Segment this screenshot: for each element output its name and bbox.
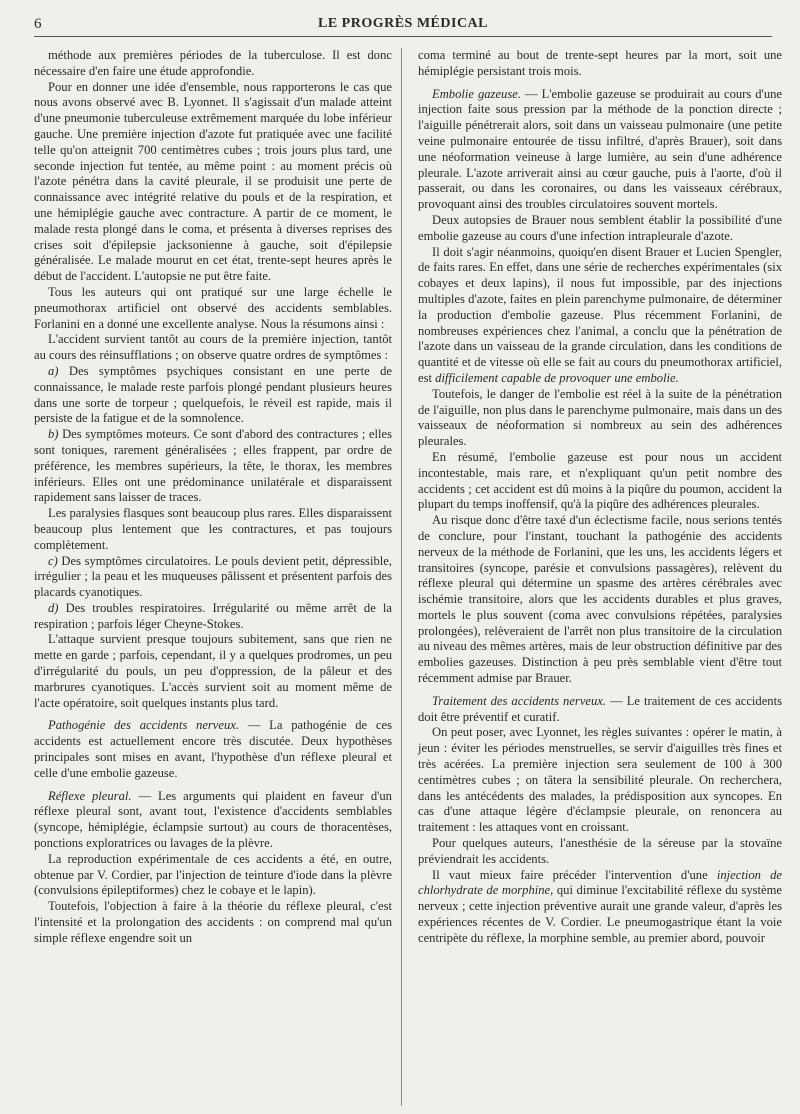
paragraph (418, 868, 782, 947)
running-title: LE PROGRÈS MÉDICAL (317, 16, 489, 31)
paragraph (418, 87, 782, 213)
paragraph-text: Des symptômes psychiques consistant en une perte de connaissance, le malade reste parfois plongé pendant plusieurs heures dans une sorte de torpeur ; quelquefois, le réveil est rapide, mais il persiste de la fatigue et de la somnolence. (34, 363, 392, 426)
paragraph (34, 632, 392, 711)
paragraph (418, 694, 782, 726)
section-heading: Embolie gazeuse. (432, 86, 521, 101)
section-heading: Pathogénie des accidents nerveux. (48, 718, 240, 733)
paragraph (34, 506, 392, 553)
paragraph (418, 48, 782, 80)
paragraph (34, 48, 392, 80)
paragraph-text: La reproduction expérimentale de ces accidents a été, en outre, obtenue par V. Cordier, par l'injection de teinture d'iode dans la plèvre (convulsions épileptiformes) chez le cobaye et le lapin). (34, 851, 392, 898)
paragraph-text: Deux autopsies de Brauer nous semblent établir la possibilité d'une embolie gazeuse au cours d'une infection intrapleurale d'azote. (418, 212, 782, 243)
page-header (34, 14, 772, 37)
left-column (34, 48, 392, 947)
paragraph-text: Il doit s'agir néanmoins, quoiqu'en disent Brauer et Lucien Spengler, de faits rares. En effet, dans une série de recherches expérimentales (six cobayes et deux lapins), il nous fut impossible, par des injections multiples d'azote, faites en plein parenchyme pulmonaire, de déterminer la production d'embolie gazeuse. Plus récemment Forlanini, de nombreuses expériences chez l'animal, a conclu que la pénétration de l'azote dans un vaisseau de la grande circulation, dans les conditions de quantité et de vitesse où elle se fait au cours du pneumothorax artificiel, est (418, 244, 782, 385)
paragraph (34, 554, 392, 601)
paragraph (34, 601, 392, 633)
paragraph (418, 513, 782, 687)
item-letter: c) (48, 553, 58, 568)
paragraph (34, 718, 392, 781)
paragraph-text: coma terminé au bout de trente-sept heures par la mort, soit une hémiplégie persistant trois mois. (418, 48, 782, 78)
paragraph (418, 387, 782, 450)
paragraph-text: — L'embolie gazeuse se produirait au cours d'une injection faite sous pression par la méthode de la ponction directe ; l'aiguille pénétrerait alors, soit dans un vaisseau pulmonaire (une petite veine pulmonaire entourée de tissu infiltré, d'après Brauer), soit dans une néoformation veineuse à large lumière, au sein d'une adhérence pleurale. L'azote arriverait ainsi au cœur gauche, puis à l'aorte, d'où il passerait, ou dans les coronaires, ou dans les vaisseaux cérébraux, provoquant ainsi des troubles circulatoires souvent mortels. (418, 86, 783, 212)
paragraph (34, 332, 392, 364)
column-divider (401, 48, 402, 1106)
paragraph-text: Les paralysies flasques sont beaucoup plus rares. Elles disparaissent beaucoup plus lentement que les contractures, et pas toujours complètement. (34, 506, 392, 552)
item-letter: a) (48, 363, 59, 378)
emphasis: injection de chlorhydrate de morphine, (418, 867, 783, 898)
paragraph (34, 80, 392, 285)
paragraph-text: En résumé, l'embolie gazeuse est pour nous un accident incontestable, mais rare, et n'expliquant qu'un petit nombre des accidents ; cet accident est dû moins à la piqûre du poumon, accident la plupart du temps inoffensif, qu'à la piqûre des adhérences pleurales. (418, 449, 782, 512)
item-letter: d) (48, 600, 59, 615)
paragraph-text: L'attaque survient presque toujours subitement, sans que rien ne mette en garde ; parfois, cependant, il y a quelques prodromes, un peu d'irrégularité du pouls, un peu d'oppression, de la pâleur et des marbrures cyanotiques. L'accès survient soit au moment même de l'acte opératoire, soit quelques instants plus tard. (34, 632, 392, 710)
page-number: 6 (34, 16, 42, 32)
paragraph (34, 364, 392, 427)
paragraph-text: Pour quelques auteurs, l'anesthésie de la séreuse par la stovaïne préviendrait les accidents. (418, 836, 782, 866)
paragraph (418, 245, 782, 387)
paragraph-text: — Le traitement de ces accidents doit être préventif et curatif. (418, 693, 782, 724)
paragraph-text: qui diminue l'excitabilité réflexe du système nerveux ; cette injection préventive aurait une grande valeur, d'après les expériences récentes de V. Cordier. Le pneumogastrique étant la voie centripète du réflexe, la morphine semble, au premier abord, pouvoir (418, 883, 782, 945)
paragraph (34, 427, 392, 506)
paragraph-text: Des symptômes circulatoires. Le pouls devient petit, dépressible, irrégulier ; la peau et les muqueuses pâlissent et présentent parfois des placards cyanotiques. (34, 553, 392, 600)
paragraph-text: Des symptômes moteurs. Ce sont d'abord des contractures ; elles sont toniques, rarement généralisées ; elles frappent, par ordre de préférence, les membres supérieurs, la tête, le thorax, les membres inférieurs. Elles ont une prédominance unilatérale et disparaissent rapidement sans laisser de traces. (34, 427, 393, 505)
section-heading: Réflexe pleural. (48, 788, 132, 803)
paragraph (418, 836, 782, 868)
paragraph (418, 725, 782, 836)
paragraph-text: Tous les auteurs qui ont pratiqué sur une large échelle le pneumothorax artificiel ont observé des accidents semblables. Forlanini en a donné une excellente analyse. Nous la résumons ainsi : (34, 284, 392, 331)
paragraph (34, 789, 392, 852)
paragraph-text: Des troubles respiratoires. Irrégularité ou même arrêt de la respiration ; parfois léger Cheyne-Stokes. (34, 600, 392, 631)
paragraph (34, 285, 392, 332)
right-column (418, 48, 782, 947)
paragraph-text: — Les arguments qui plaident en faveur d'un réflexe pleural sont, avant tout, l'existence d'accidents semblables (syncope, hémiplégie, éclampsie surtout) au cours de thoracentèses, ponctions exploratrices ou lavages de la plèvre. (34, 788, 392, 851)
paragraph-text: Au risque donc d'être taxé d'un éclectisme facile, nous serions tentés de conclure, pour l'instant, touchant la pathogénie des accidents nerveux de la méthode de Forlanini, que les uns, les accidents légers et transitoires (syncope, parésie et convulsions passagères), relèvent du réflexe pleural qui détermine un spasme des artères cérébrales avec ischémie transitoire, alors que les accidents durables et plus graves, mortels le plus souvent (coma avec convulsions répétées, paralysies prolongées), relèveraient de l'arrêt non plus transitoire de la circulation au niveau des mêmes artères, mais de leur obstruction définitive par des embolies gazeuses. Distinction à peu près semblable vient d'être tout récemment admise par Brauer. (418, 513, 782, 686)
paragraph-text: Pour en donner une idée d'ensemble, nous rapporterons le cas que nous avons observé avec B. Lyonnet. Il s'agissait d'un malade atteint d'une pneumonie tuberculeuse extrêmement marquée du lobe inférieur gauche. Une première injection d'azote fut pratiquée avec une facilité telle qu'on atteignit 700 centimètres cubes ; trois jours plus tard, une seconde injection fut tentée, au même point : au moment précis où l'azote pénétra dans la cavité pleurale, il se produisit une perte de connaissance avec intégrité relative du pouls et de la respiration, et une hémiplégie gauche avec contracture. A partir de ce moment, le malade resta plongé dans le coma, et présenta à diverses reprises des crises soit d'épilepsie jacksonienne à gauche, soit d'épilepsie généralisée. Le malade mourut en cet état, trente-sept heures après le début de l'accident. L'autopsie ne put être faite. (34, 79, 392, 284)
paragraph-text: — La pathogénie de ces accidents est actuellement encore très discutée. Deux hypothèses principales sont mises en avant, l'hypothèse d'un réflexe pleural et celle d'une embolie gazeuse. (34, 718, 392, 780)
item-letter: b) (48, 427, 59, 442)
paragraph (34, 899, 392, 946)
section-heading: Traitement des accidents nerveux. (432, 693, 607, 708)
paragraph-text: L'accident survient tantôt au cours de la première injection, tantôt au cours des réinsufflations ; on observe quatre ordres de symptômes : (34, 332, 392, 363)
paragraph-text: méthode aux premières périodes de la tuberculose. Il est donc nécessaire d'en faire une étude approfondie. (34, 48, 392, 78)
emphasis: difficilement capable de provoquer une embolie. (435, 370, 679, 385)
paragraph-text: Toutefois, le danger de l'embolie est réel à la suite de la pénétration de l'aiguille, non plus dans le parenchyme pulmonaire, mais dans un des vaisseaux de néoformation si nombreux au sein des adhérences pleurales. (418, 386, 782, 449)
paragraph-text: On peut poser, avec Lyonnet, les règles suivantes : opérer le matin, à jeun : éviter les périodes menstruelles, se servir d'aiguilles très fines et très acérées. La première injection sera seulement de 100 à 300 centimètres cubes ; on tâtera la sensibilité pleurale. On recherchera, dans les antécédents des malades, la prédisposition aux syncopes. En cas d'une attaque légère d'éclampsie pleurale, on renoncera au traitement : les attaques vont en croissant. (418, 725, 782, 835)
paragraph-text: Toutefois, l'objection à faire à la théorie du réflexe pleural, c'est l'intensité et la prolongation des accidents : on comprend mal qu'un simple réflexe engendre soit un (34, 899, 392, 945)
paragraph (34, 852, 392, 899)
paragraph (418, 450, 782, 513)
paragraph-text: Il vaut mieux faire précéder l'intervention d'une (432, 867, 717, 882)
paragraph (418, 213, 782, 245)
